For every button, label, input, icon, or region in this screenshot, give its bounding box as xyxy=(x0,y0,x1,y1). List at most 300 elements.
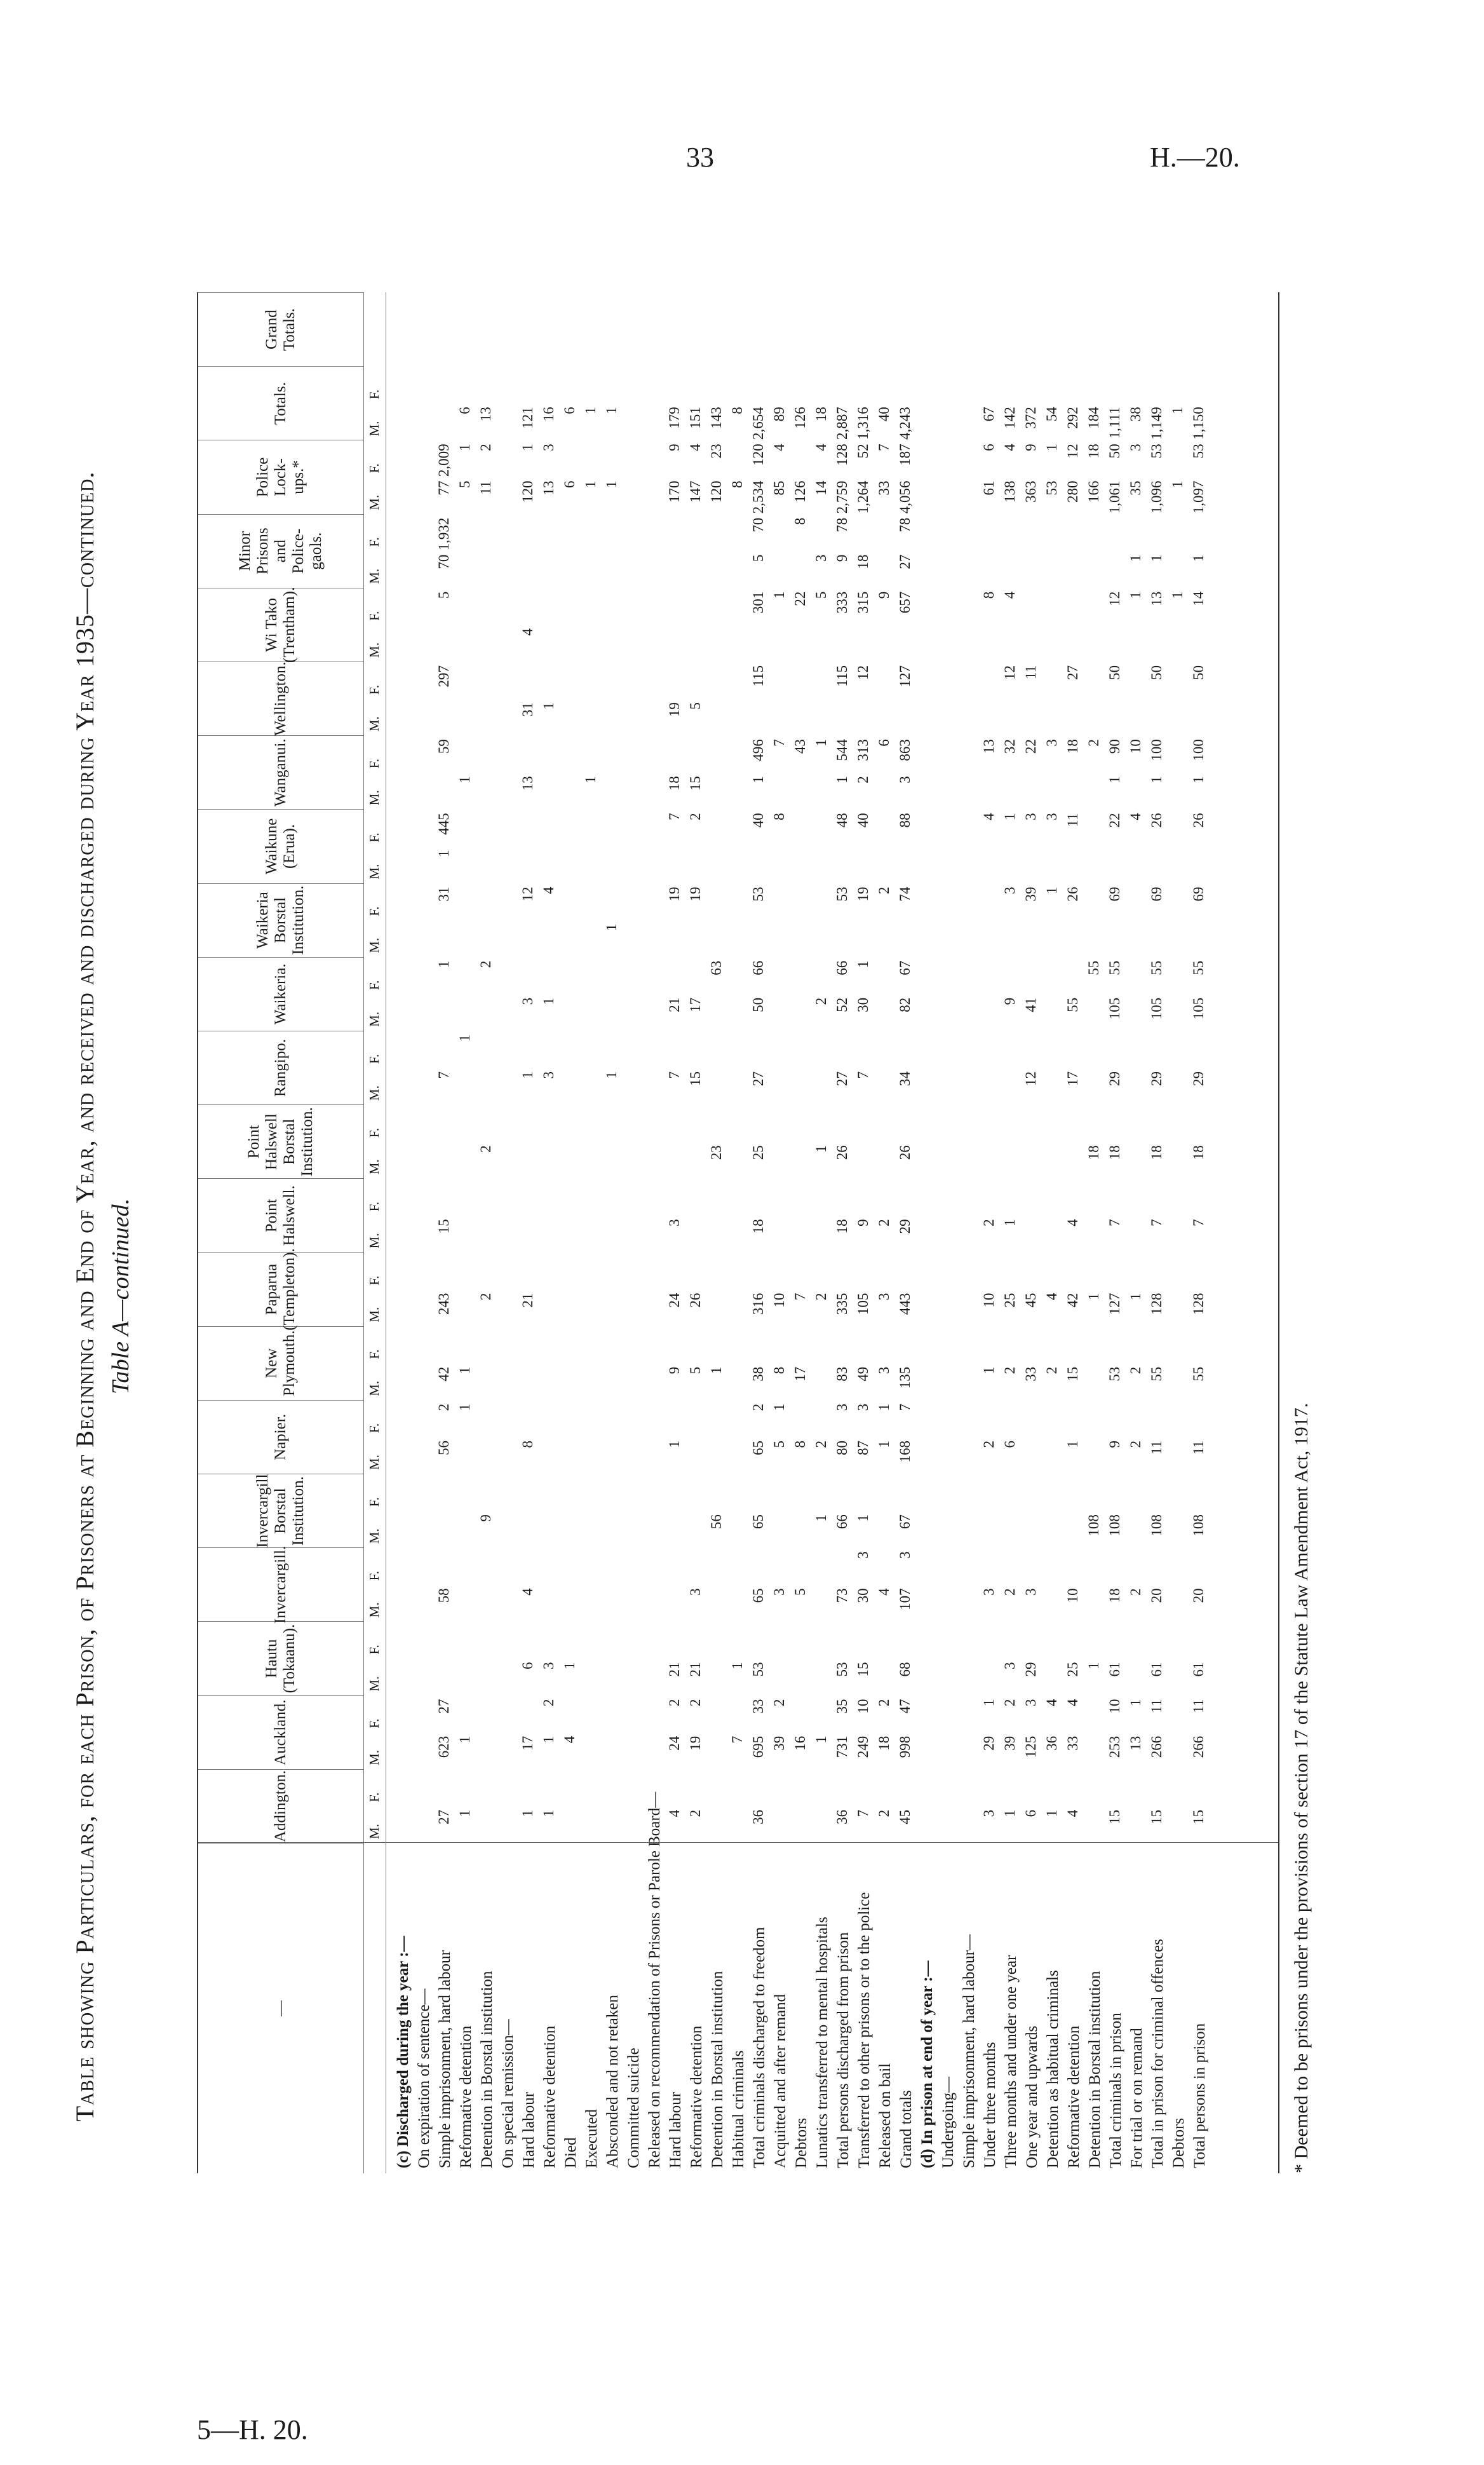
table-cell: 85 xyxy=(771,480,787,496)
table-cell: 15 xyxy=(855,1662,871,1677)
table-cell: 10 xyxy=(1065,1588,1081,1603)
table-cell: 74 xyxy=(897,886,913,902)
table-row xyxy=(792,292,811,2173)
table-cell: 9 xyxy=(1002,997,1018,1005)
table-row xyxy=(981,292,1000,2173)
row-label: Habitual criminals xyxy=(730,2050,747,2168)
table-cell: 69 xyxy=(1191,886,1206,902)
column-header: Grand Totals. xyxy=(198,292,363,366)
male-label: M. xyxy=(367,937,382,953)
table-cell: 34 xyxy=(897,1071,913,1087)
table-cell: 18 xyxy=(876,1735,892,1751)
table-cell: 143 xyxy=(708,407,724,429)
table-cell: 31 xyxy=(436,886,452,902)
table-cell: 26 xyxy=(897,1145,913,1160)
table-cell: 3 xyxy=(981,1588,997,1596)
table-cell: 4 xyxy=(687,444,703,451)
table-cell: 2 xyxy=(687,1809,703,1817)
table-cell: 4,056 xyxy=(897,480,913,514)
male-label: M. xyxy=(367,1307,382,1322)
table-cell: 5 xyxy=(687,1366,703,1375)
table-cell: 3 xyxy=(876,1293,892,1301)
table-cell: 7 xyxy=(729,1735,745,1744)
male-label: M. xyxy=(367,568,382,584)
table-cell: 4 xyxy=(1002,591,1018,599)
table-cell: 2 xyxy=(687,813,703,820)
table-row xyxy=(1191,292,1210,2173)
table-cell: 39 xyxy=(1023,886,1039,902)
table-cell: 53 xyxy=(1044,480,1060,496)
row-label: Total criminals discharged to freedom xyxy=(751,1927,768,2168)
table-cell: 1 xyxy=(520,1809,536,1817)
table-cell: 1 xyxy=(771,591,787,599)
table-cell: 7 xyxy=(771,739,787,747)
table-cell: 38 xyxy=(750,1366,766,1382)
table-cell: 4 xyxy=(1065,1219,1081,1226)
table-cell: 3 xyxy=(1128,444,1143,451)
table-cell: 17 xyxy=(792,1366,808,1382)
table-cell: 27 xyxy=(897,554,913,569)
table-cell: 3 xyxy=(1002,1662,1018,1670)
row-label: Absconded and not retaken xyxy=(604,1995,621,2168)
column-header: Police Lock-ups.* xyxy=(198,440,363,513)
table-cell: 33 xyxy=(1065,1735,1081,1751)
table-cell: 115 xyxy=(750,665,766,687)
table-cell: 1 xyxy=(750,776,766,784)
table-cell: 1 xyxy=(541,702,556,710)
row-label: Hard labour xyxy=(667,2091,684,2168)
table-cell: 26 xyxy=(1191,813,1206,828)
table-row xyxy=(1170,292,1189,2173)
table-cell: 316 xyxy=(750,1293,766,1315)
table-cell: 19 xyxy=(687,886,703,902)
table-cell: 68 xyxy=(897,1662,913,1677)
table-cell: 12 xyxy=(855,665,871,680)
table-cell: 50 xyxy=(1149,665,1164,680)
table-cell: 11 xyxy=(1191,1699,1206,1713)
table-cell: 18 xyxy=(1149,1145,1164,1160)
table-cell: 695 xyxy=(750,1735,766,1758)
table-cell: 40 xyxy=(750,813,766,828)
row-label: Executed xyxy=(583,2108,600,2168)
table-cell: 128 xyxy=(1149,1293,1164,1315)
table-cell: 496 xyxy=(750,739,766,761)
male-label: M. xyxy=(367,864,382,879)
row-label: Simple imprisonment, hard labour— xyxy=(961,1934,978,2168)
table-cell: 121 xyxy=(520,407,536,429)
table-cell: 1 xyxy=(583,480,598,488)
table-cell: 108 xyxy=(1191,1514,1206,1537)
table-cell: 297 xyxy=(436,665,452,688)
table-row xyxy=(687,292,706,2173)
table-cell: 443 xyxy=(897,1293,913,1315)
statistics-table xyxy=(197,292,1279,2173)
row-label: (d) In prison at end of year :— xyxy=(919,1960,936,2168)
table-cell: 77 xyxy=(436,480,452,496)
table-cell: 73 xyxy=(834,1588,850,1603)
table-cell: 90 xyxy=(1107,739,1123,754)
table-cell: 5 xyxy=(750,554,766,562)
footnote: * Deemed to be prisons under the provisions of section 17 of the Statute Law Amendment Act, 1917. xyxy=(1291,1402,1312,2173)
table-cell: 1 xyxy=(457,1735,473,1744)
table-cell: 17 xyxy=(520,1735,536,1751)
table-cell: 4,243 xyxy=(897,407,913,440)
table-cell: 3 xyxy=(666,1219,682,1226)
table-cell: 4 xyxy=(541,886,556,895)
table-cell: 22 xyxy=(1107,813,1123,828)
table-cell: 105 xyxy=(1191,997,1206,1020)
table-cell: 105 xyxy=(855,1293,871,1315)
table-cell: 36 xyxy=(1044,1735,1060,1751)
table-cell: 17 xyxy=(687,997,703,1012)
table-cell: 2 xyxy=(436,1403,452,1411)
table-row xyxy=(1044,292,1063,2173)
table-cell: 83 xyxy=(834,1366,850,1382)
table-cell: 50 xyxy=(1107,665,1123,680)
table-cell: 26 xyxy=(1149,813,1164,828)
column-header: Point Halswell. xyxy=(198,1178,363,1252)
table-cell: 2 xyxy=(666,1699,682,1707)
table-cell: 30 xyxy=(855,1588,871,1603)
table-cell: 1 xyxy=(1065,1440,1081,1448)
table-cell: 10 xyxy=(981,1293,997,1308)
table-cell: 53 xyxy=(1149,444,1164,459)
table-cell: 78 xyxy=(834,517,850,533)
table-cell: 29 xyxy=(1191,1071,1206,1087)
row-label: (c) Discharged during the year :— xyxy=(395,1936,412,2168)
table-cell: 11 xyxy=(1023,665,1039,680)
table-cell: 11 xyxy=(1149,1699,1164,1713)
column-header: Point Halswell Borstal Institution. xyxy=(198,1104,363,1178)
table-cell: 2 xyxy=(771,1699,787,1707)
table-cell: 42 xyxy=(436,1366,452,1382)
row-label: Debtors xyxy=(1170,2117,1187,2168)
table-cell: 2 xyxy=(855,776,871,784)
male-label: M. xyxy=(367,1011,382,1027)
table-cell: 8 xyxy=(729,480,745,488)
table-cell: 82 xyxy=(897,997,913,1012)
table-cell: 2 xyxy=(1128,1440,1143,1448)
table-label: Table A—continued. xyxy=(107,1198,134,1395)
table-cell: 1 xyxy=(1149,554,1164,562)
table-cell: 67 xyxy=(981,407,997,422)
column-header: Invercargill Borstal Institution. xyxy=(198,1474,363,1547)
table-cell: 20 xyxy=(1191,1588,1206,1603)
table-title: Table showing Particulars, for each Prison, of Prisoners at Beginning and End of Year, and received and discharged during Year 1935—continued. xyxy=(71,471,99,2122)
table-cell: 151 xyxy=(687,407,703,429)
column-header: Wanganui. xyxy=(198,735,363,809)
table-cell: 2 xyxy=(478,1293,494,1301)
table-cell: 15 xyxy=(1191,1809,1206,1824)
table-cell: 61 xyxy=(1149,1662,1164,1677)
table-cell: 7 xyxy=(876,444,892,451)
table-cell: 107 xyxy=(897,1588,913,1610)
column-header: Wellington. xyxy=(198,662,363,735)
table-cell: 1 xyxy=(604,1071,619,1079)
table-cell: 13 xyxy=(1128,1735,1143,1751)
table-cell: 1 xyxy=(834,776,850,784)
column-header: Hautu (Tokaanu). xyxy=(198,1621,363,1695)
table-cell: 1 xyxy=(1170,407,1185,414)
table-cell: 166 xyxy=(1086,480,1102,503)
table-cell: 29 xyxy=(1023,1662,1039,1677)
table-cell: 7 xyxy=(666,813,682,820)
table-cell: 8 xyxy=(792,517,808,526)
female-label: F. xyxy=(367,1792,382,1802)
table-cell: 126 xyxy=(792,480,808,503)
table-cell: 30 xyxy=(855,997,871,1012)
table-cell: 67 xyxy=(897,960,913,975)
table-cell: 56 xyxy=(436,1440,452,1455)
table-cell: 1 xyxy=(1002,813,1018,820)
table-cell: 17 xyxy=(1065,1071,1081,1087)
table-cell: 9 xyxy=(876,591,892,599)
female-label: F. xyxy=(367,1054,382,1064)
table-cell: 147 xyxy=(687,480,703,503)
male-label: M. xyxy=(367,642,382,658)
table-cell: 54 xyxy=(1044,407,1060,422)
table-row xyxy=(666,292,685,2173)
table-cell: 3 xyxy=(876,1366,892,1375)
row-label: Released on recommendation of Prisons or Parole Board— xyxy=(646,1791,663,2168)
table-cell: 12 xyxy=(1065,444,1081,459)
table-cell: 67 xyxy=(897,1514,913,1530)
table-cell: 1 xyxy=(436,960,452,968)
table-cell: 1 xyxy=(541,997,556,1005)
table-cell: 9 xyxy=(1023,444,1039,451)
table-cell: 15 xyxy=(1065,1366,1081,1382)
table-cell: 125 xyxy=(1023,1735,1039,1758)
table-cell: 19 xyxy=(855,886,871,902)
table-cell: 10 xyxy=(855,1699,871,1714)
table-cell: 9 xyxy=(834,554,850,562)
table-cell: 2 xyxy=(876,886,892,895)
row-label: Undergoing— xyxy=(940,2077,957,2168)
table-cell: 2 xyxy=(876,1809,892,1817)
table-cell: 12 xyxy=(1002,665,1018,680)
table-cell: 2 xyxy=(1002,1588,1018,1596)
female-label: F. xyxy=(367,684,382,695)
table-cell: 15 xyxy=(1107,1809,1123,1824)
table-cell: 16 xyxy=(541,407,556,422)
table-cell: 1 xyxy=(604,923,619,932)
table-cell: 21 xyxy=(666,1662,682,1677)
row-label: Detention in Borstal institution xyxy=(1086,1971,1103,2168)
table-cell: 39 xyxy=(771,1735,787,1751)
female-label: F. xyxy=(367,611,382,621)
table-cell: 11 xyxy=(1149,1440,1164,1455)
table-cell: 253 xyxy=(1107,1735,1123,1758)
table-cell: 1 xyxy=(457,1403,473,1411)
table-cell: 1 xyxy=(813,739,829,747)
table-cell: 731 xyxy=(834,1735,850,1758)
table-row xyxy=(1149,292,1168,2173)
table-cell: 3 xyxy=(541,444,556,451)
table-cell: 39 xyxy=(1002,1735,1018,1751)
table-cell: 12 xyxy=(1107,591,1123,606)
table-cell: 2 xyxy=(1044,1366,1060,1375)
table-cell: 7 xyxy=(1149,1219,1164,1226)
table-cell: 3 xyxy=(520,997,536,1005)
table-cell: 63 xyxy=(708,960,724,975)
table-cell: 1 xyxy=(876,1403,892,1411)
table-cell: 7 xyxy=(897,1403,913,1411)
table-cell: 138 xyxy=(1002,480,1018,503)
table-cell: 61 xyxy=(981,480,997,496)
table-cell: 1 xyxy=(541,1809,556,1817)
table-cell: 292 xyxy=(1065,407,1081,429)
table-cell: 16 xyxy=(792,1735,808,1751)
table-cell: 9 xyxy=(855,1219,871,1226)
table-cell: 142 xyxy=(1002,407,1018,429)
row-label: Released on bail xyxy=(877,2063,894,2168)
table-cell: 23 xyxy=(708,1145,724,1160)
female-label: F. xyxy=(367,832,382,843)
table-cell: 1 xyxy=(1170,591,1185,599)
table-cell: 1 xyxy=(1086,1293,1102,1301)
table-cell: 15 xyxy=(687,776,703,791)
table-cell: 7 xyxy=(792,1293,808,1301)
female-label: F. xyxy=(367,1202,382,1212)
male-label: M. xyxy=(367,1159,382,1175)
table-cell: 35 xyxy=(1128,480,1143,496)
table-cell: 4 xyxy=(562,1735,577,1744)
table-cell: 1 xyxy=(1149,776,1164,784)
male-label: M. xyxy=(367,1455,382,1470)
table-cell: 266 xyxy=(1191,1735,1206,1758)
table-cell: 1 xyxy=(457,444,473,451)
table-cell: 1 xyxy=(1128,591,1143,599)
table-cell: 1 xyxy=(1002,1219,1018,1226)
table-cell: 78 xyxy=(897,517,913,533)
table-cell: 1 xyxy=(813,1735,829,1744)
table-cell: 18 xyxy=(1086,444,1102,459)
table-cell: 58 xyxy=(436,1588,452,1603)
column-header: Paparua (Templeton). xyxy=(198,1252,363,1326)
table-cell: 1 xyxy=(520,444,536,451)
table-cell: 1 xyxy=(583,776,598,784)
row-label: Died xyxy=(562,2137,579,2168)
column-header: Napier. xyxy=(198,1400,363,1474)
table-cell: 24 xyxy=(666,1735,682,1751)
table-cell: 3 xyxy=(1044,739,1060,747)
table-cell: 52 xyxy=(834,997,850,1012)
table-row xyxy=(750,292,769,2173)
table-cell: 13 xyxy=(541,480,556,496)
row-label: Under three months xyxy=(981,2042,999,2168)
table-row xyxy=(1107,292,1126,2173)
table-cell: 126 xyxy=(792,407,808,429)
table-cell: 40 xyxy=(876,407,892,422)
table-cell: 22 xyxy=(1023,739,1039,754)
table-cell: 18 xyxy=(1065,739,1081,754)
table-cell: 56 xyxy=(708,1514,724,1530)
table-cell: 65 xyxy=(750,1588,766,1603)
row-label: Reformative detention xyxy=(457,2025,475,2168)
table-cell: 2 xyxy=(813,1293,829,1301)
table-cell: 1,264 xyxy=(855,480,871,514)
table-cell: 10 xyxy=(771,1293,787,1308)
female-label: F. xyxy=(367,390,382,400)
table-cell: 26 xyxy=(834,1145,850,1160)
table-cell: 8 xyxy=(771,1366,787,1375)
table-cell: 26 xyxy=(1065,886,1081,902)
table-cell: 8 xyxy=(792,1440,808,1448)
table-cell: 53 xyxy=(1191,444,1206,459)
table-cell: 42 xyxy=(1065,1293,1081,1308)
table-cell: 3 xyxy=(541,1071,556,1079)
male-label: M. xyxy=(367,1085,382,1101)
table-cell: 38 xyxy=(1128,407,1143,422)
table-cell: 6 xyxy=(981,444,997,451)
table-cell: 1 xyxy=(813,1145,829,1153)
row-label: Reformative detention xyxy=(688,2025,705,2168)
table-cell: 115 xyxy=(834,665,850,687)
table-cell: 9 xyxy=(666,1366,682,1375)
table-cell: 26 xyxy=(687,1293,703,1308)
table-cell: 29 xyxy=(1149,1071,1164,1087)
table-cell: 1 xyxy=(981,1366,997,1375)
column-header: Waikune (Erua). xyxy=(198,809,363,883)
table-cell: 12 xyxy=(1023,1071,1039,1087)
table-cell: 1 xyxy=(604,480,619,488)
table-cell: 18 xyxy=(1191,1145,1206,1160)
table-cell: 15 xyxy=(687,1071,703,1087)
table-cell: 9 xyxy=(1107,1440,1123,1448)
row-label: Transferred to other prisons or to the police xyxy=(856,1892,873,2168)
table-cell: 12 xyxy=(520,886,536,902)
column-header: Invercargill. xyxy=(198,1547,363,1621)
table-cell: 6 xyxy=(457,407,473,414)
row-label: Total persons discharged from prison xyxy=(835,1932,852,2168)
table-cell: 6 xyxy=(876,739,892,747)
table-cell: 11 xyxy=(478,480,494,495)
table-cell: 184 xyxy=(1086,407,1102,429)
table-cell: 80 xyxy=(834,1440,850,1455)
female-label: F. xyxy=(367,759,382,769)
table-cell: 1,149 xyxy=(1149,407,1164,440)
table-cell: 1 xyxy=(457,1809,473,1817)
male-label: M. xyxy=(367,1824,382,1839)
table-cell: 25 xyxy=(1065,1662,1081,1677)
table-cell: 65 xyxy=(750,1440,766,1455)
table-cell: 2,009 xyxy=(436,444,452,477)
table-cell: 8 xyxy=(771,813,787,820)
table-cell: 45 xyxy=(1023,1293,1039,1308)
column-header: Waikeria Borstal Institution. xyxy=(198,883,363,957)
row-label: Simple imprisonment, hard labour xyxy=(436,1950,454,2168)
table-cell: 40 xyxy=(855,813,871,828)
table-cell: 1 xyxy=(541,1735,556,1744)
table-cell: 1 xyxy=(436,850,452,857)
table-cell: 3 xyxy=(834,1403,850,1411)
table-cell: 53 xyxy=(1107,1366,1123,1382)
table-cell: 301 xyxy=(750,591,766,614)
column-header: Auckland. xyxy=(198,1695,363,1769)
table-cell: 29 xyxy=(1107,1071,1123,1087)
male-label: M. xyxy=(367,494,382,510)
table-cell: 100 xyxy=(1191,739,1206,761)
table-cell: 2 xyxy=(750,1403,766,1411)
table-cell: 4 xyxy=(1002,444,1018,451)
table-cell: 7 xyxy=(1191,1219,1206,1226)
row-label: On expiration of sentence— xyxy=(415,1988,433,2168)
table-cell: 4 xyxy=(1044,1699,1060,1707)
table-cell: 50 xyxy=(1191,665,1206,680)
table-cell: 4 xyxy=(981,813,997,820)
female-label: F. xyxy=(367,906,382,916)
table-cell: 21 xyxy=(666,997,682,1012)
